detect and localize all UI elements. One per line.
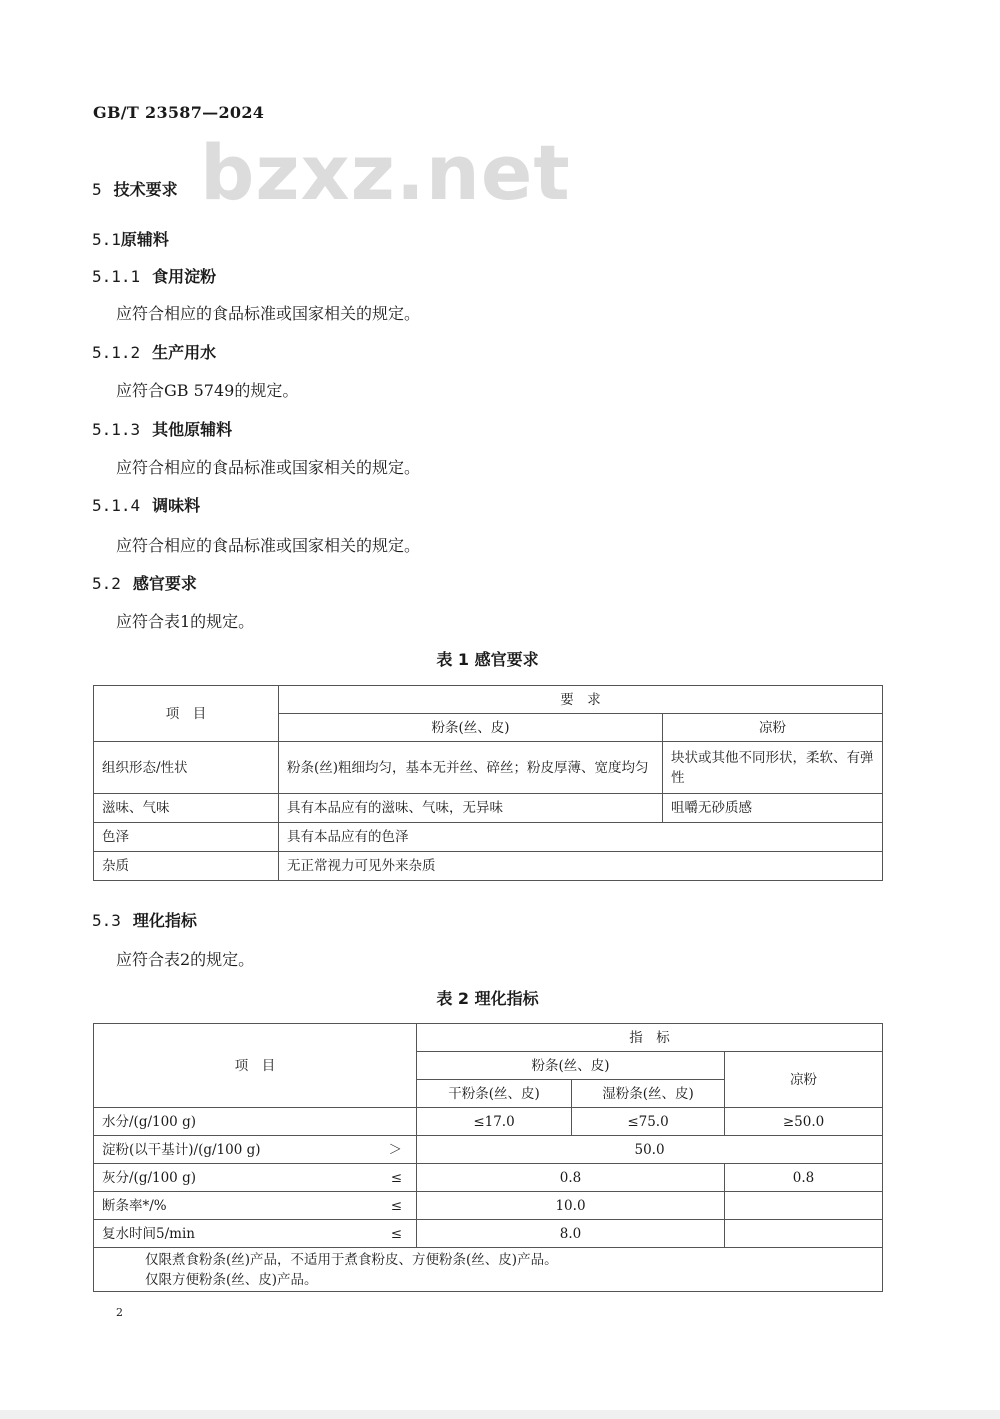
- table-header-index: 指 标: [417, 1024, 883, 1052]
- section-number: 5.1.3: [92, 420, 141, 439]
- comparison-symbol: ≤: [390, 1197, 402, 1214]
- row-item: 组织形态/性状: [94, 742, 279, 794]
- section-5-1-heading: [92, 227, 169, 250]
- table-notes: [94, 1248, 883, 1292]
- table-row: [94, 852, 883, 881]
- section-title: 技术要求: [113, 180, 178, 199]
- row-item: 色泽: [94, 823, 279, 852]
- section-title: 感官要求: [132, 574, 197, 593]
- row-item-cell: [94, 1220, 417, 1248]
- page-number: 2: [116, 1306, 123, 1319]
- row-value-noodles: 具有本品应有的滋味、气味，无异味: [279, 794, 663, 823]
- row-value-jelly-empty: [725, 1192, 883, 1220]
- section-5-2-heading: [92, 571, 197, 594]
- section-number: 5.2: [92, 574, 121, 593]
- row-value-noodles: 10.0: [417, 1192, 725, 1220]
- watermark: bzxz.net: [200, 128, 571, 217]
- section-5-1-4-text: 应符合相应的食品标准或国家相关的规定。: [116, 536, 421, 555]
- row-item: 灰分/(g/100 g): [102, 1169, 196, 1186]
- table-1-caption: 表 1 感官要求: [436, 650, 539, 669]
- table-note: 仅限煮食粉条(丝)产品，不适用于煮食粉皮、方便粉条(丝、皮)产品。: [145, 1251, 558, 1268]
- comparison-symbol: ≤: [390, 1225, 402, 1242]
- section-number: 5.1.2: [92, 343, 141, 362]
- table-notes-row: [94, 1248, 883, 1292]
- section-title: 调味料: [152, 496, 201, 515]
- row-value-jelly: 0.8: [725, 1164, 883, 1192]
- section-number: 5.1.1: [92, 267, 141, 286]
- section-5-heading: [92, 177, 178, 200]
- table-1-sensory: [93, 685, 883, 881]
- row-value: 50.0: [417, 1136, 883, 1164]
- row-value-jelly: ≥50.0: [725, 1108, 883, 1136]
- table-header-jelly: 凉粉: [663, 714, 883, 742]
- table-row: [94, 1192, 883, 1220]
- row-item-cell: [94, 1136, 417, 1164]
- section-5-1-4-heading: [92, 493, 200, 516]
- row-value-noodles: 0.8: [417, 1164, 725, 1192]
- table-header-item: 项 目: [94, 1024, 417, 1108]
- table-row: [94, 742, 883, 794]
- table-header-requirement: 要 求: [279, 686, 883, 714]
- table-header-wet-noodles: 湿粉条(丝、皮): [572, 1080, 725, 1108]
- table-2-caption: 表 2 理化指标: [436, 989, 539, 1008]
- row-item: 杂质: [94, 852, 279, 881]
- comparison-symbol: ＞: [388, 1141, 402, 1158]
- table-header-jelly: 凉粉: [725, 1052, 883, 1108]
- section-5-1-2-text: 应符合GB 5749的规定。: [116, 381, 299, 400]
- table-row: [94, 1164, 883, 1192]
- section-number: 5.1.4: [92, 496, 141, 515]
- table-note: 仅限方便粉条(丝、皮)产品。: [145, 1271, 318, 1288]
- row-value-jelly-empty: [725, 1220, 883, 1248]
- section-number: 5: [92, 180, 102, 199]
- row-item-cell: [94, 1192, 417, 1220]
- row-value: 无正常视力可见外来杂质: [279, 852, 883, 881]
- section-5-1-3-text: 应符合相应的食品标准或国家相关的规定。: [116, 458, 421, 477]
- table-row: [94, 1108, 883, 1136]
- table-header-dry-noodles: 干粉条(丝、皮): [417, 1080, 572, 1108]
- row-item: 复水时间5/min: [102, 1225, 195, 1242]
- table-header-item: 项 目: [94, 686, 279, 742]
- standard-code: GB/T 23587—2024: [93, 103, 265, 122]
- section-title: 生产用水: [152, 343, 217, 362]
- section-number: 5.1: [92, 230, 121, 249]
- comparison-symbol: ≤: [390, 1169, 402, 1186]
- row-item: 水分/(g/100 g): [94, 1108, 417, 1136]
- row-value-dry: ≤17.0: [417, 1108, 572, 1136]
- row-item: 断条率*/%: [102, 1197, 167, 1214]
- section-5-1-2-heading: [92, 340, 216, 363]
- row-value: 具有本品应有的色泽: [279, 823, 883, 852]
- section-title: 食用淀粉: [152, 267, 217, 286]
- section-title: 原辅料: [120, 230, 169, 249]
- section-5-3-text: 应符合表2的规定。: [116, 950, 255, 969]
- table-2-physicochemical: [93, 1023, 883, 1292]
- section-title: 其他原辅料: [152, 420, 233, 439]
- table-row: [94, 794, 883, 823]
- row-item-cell: [94, 1164, 417, 1192]
- row-value-jelly: 咀嚼无砂质感: [663, 794, 883, 823]
- row-value-noodles: 8.0: [417, 1220, 725, 1248]
- table-row: [94, 1220, 883, 1248]
- row-item: 淀粉(以干基计)/(g/100 g): [102, 1141, 261, 1158]
- table-row: [94, 1136, 883, 1164]
- row-value-wet: ≤75.0: [572, 1108, 725, 1136]
- section-number: 5.3: [92, 911, 121, 930]
- row-value-noodles: 粉条(丝)粗细均匀，基本无并丝、碎丝；粉皮厚薄、宽度均匀: [279, 742, 663, 794]
- section-5-2-text: 应符合表1的规定。: [116, 612, 255, 631]
- table-header-noodles: 粉条(丝、皮): [279, 714, 663, 742]
- section-5-1-1-heading: [92, 264, 216, 287]
- table-row: [94, 823, 883, 852]
- section-5-1-1-text: 应符合相应的食品标准或国家相关的规定。: [116, 304, 421, 323]
- section-5-1-3-heading: [92, 417, 232, 440]
- table-header-noodles: 粉条(丝、皮): [417, 1052, 725, 1080]
- row-value-jelly: 块状或其他不同形状，柔软、有弹性: [663, 742, 883, 794]
- section-title: 理化指标: [132, 911, 197, 930]
- section-5-3-heading: [92, 908, 197, 931]
- row-item: 滋味、气味: [94, 794, 279, 823]
